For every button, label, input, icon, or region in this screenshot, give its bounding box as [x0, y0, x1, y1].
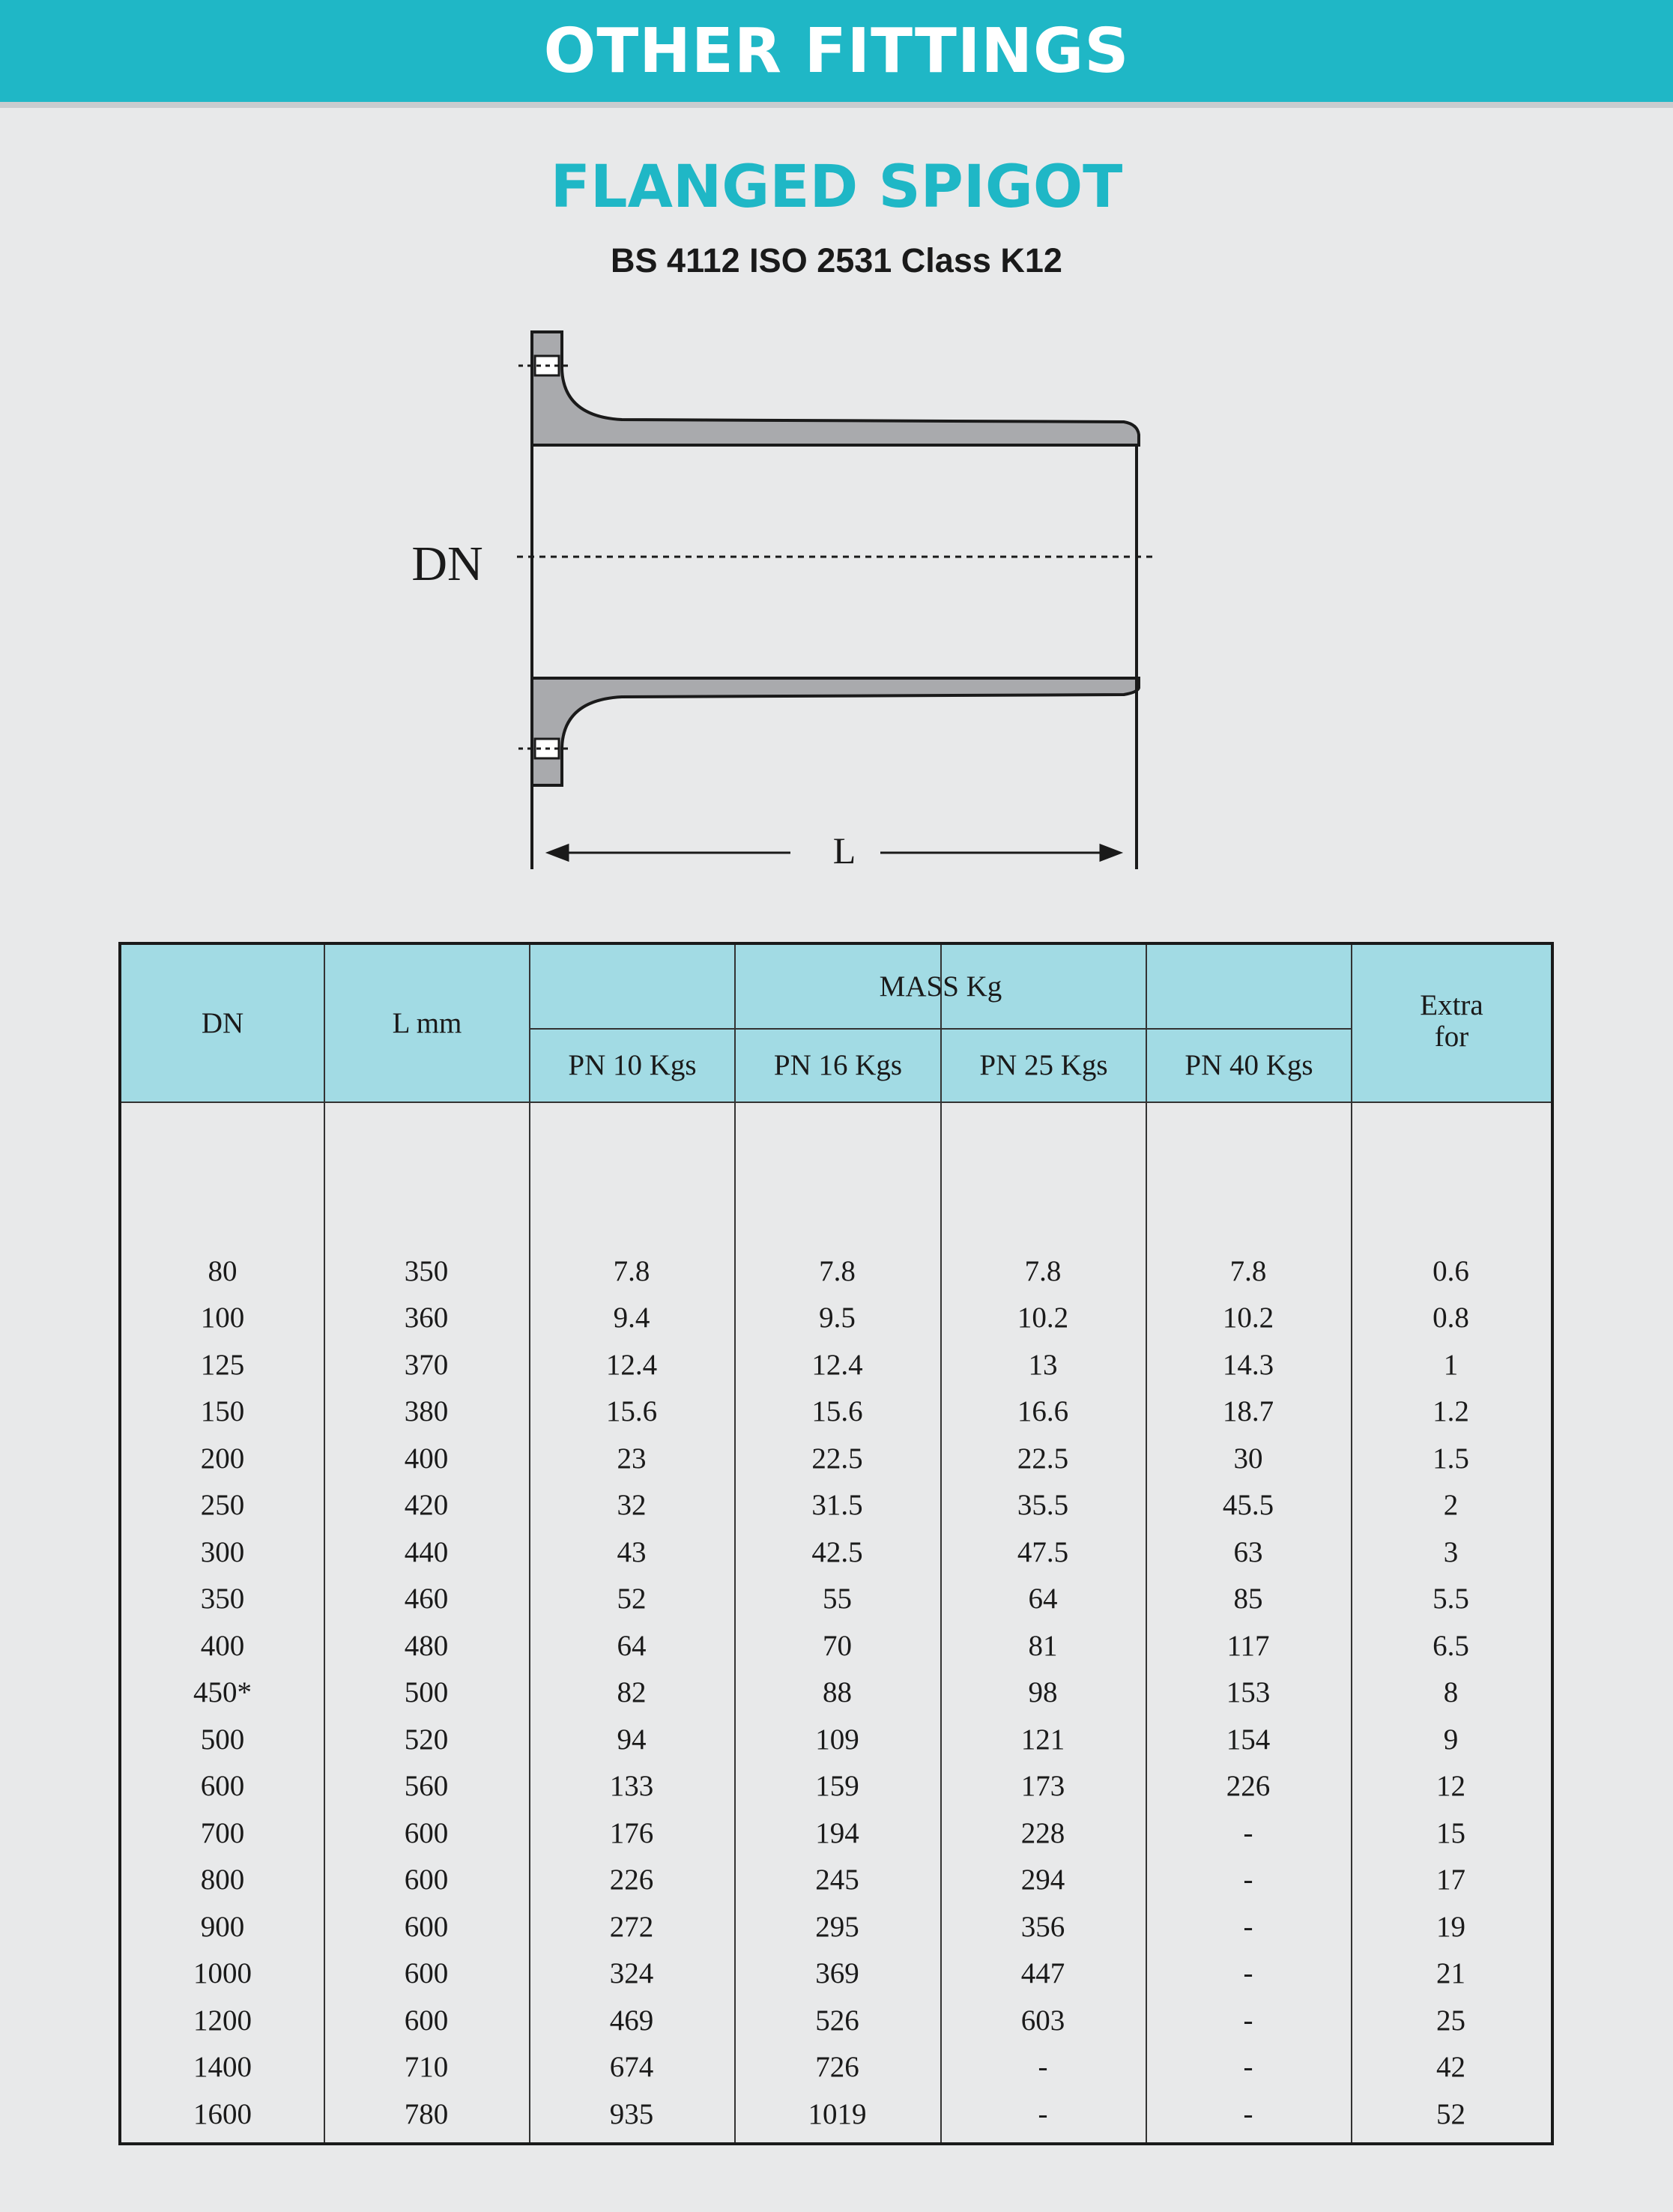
pipe-section: [532, 332, 1139, 785]
cell-extra: 1.5: [1433, 1442, 1469, 1475]
table-row: [121, 1857, 1551, 1904]
mass-table: [118, 942, 1554, 2145]
cell-pn16: 12.4: [811, 1348, 863, 1381]
table-row: [121, 2091, 1551, 2138]
cell-l: 600: [404, 1864, 449, 1897]
cell-pn25: 16.6: [1017, 1395, 1069, 1428]
cell-pn16: 88: [823, 1676, 852, 1709]
cell-pn25: 7.8: [1024, 1254, 1062, 1287]
cell-pn40: 63: [1233, 1535, 1263, 1568]
cell-l: 480: [404, 1629, 449, 1662]
cell-dn: 400: [200, 1629, 245, 1662]
table-row: [121, 1763, 1551, 1810]
cell-pn16: 245: [815, 1864, 859, 1897]
cell-pn25: 47.5: [1017, 1535, 1069, 1568]
cell-pn40: -: [1243, 1864, 1253, 1897]
table-row: [121, 1435, 1551, 1482]
cell-pn16: 109: [815, 1723, 859, 1756]
cell-pn40: -: [1243, 1957, 1253, 1990]
cell-pn10: 674: [609, 2051, 654, 2084]
cell-pn25: 294: [1020, 1864, 1065, 1897]
cell-l: 350: [404, 1254, 449, 1287]
cell-pn16: 22.5: [811, 1442, 863, 1475]
cell-l: 400: [404, 1442, 449, 1475]
cell-l: 500: [404, 1676, 449, 1709]
cell-pn25: 13: [1028, 1348, 1058, 1381]
cell-dn: 350: [200, 1583, 245, 1616]
cell-pn25: 98: [1028, 1676, 1058, 1709]
cell-extra: 42: [1436, 2051, 1465, 2084]
cell-extra: 12: [1436, 1770, 1465, 1803]
cell-pn16: 726: [815, 2051, 859, 2084]
cell-dn: 80: [208, 1254, 238, 1287]
cell-pn10: 272: [609, 1910, 654, 1943]
cell-pn10: 935: [609, 2097, 654, 2130]
cell-pn10: 15.6: [605, 1395, 658, 1428]
cell-dn: 900: [200, 1910, 245, 1943]
cell-pn10: 43: [617, 1535, 647, 1568]
cell-extra: 1.2: [1433, 1395, 1469, 1428]
cell-pn10: 94: [617, 1723, 647, 1756]
cell-extra: 3: [1443, 1535, 1459, 1568]
cell-extra: 17: [1436, 1864, 1465, 1897]
cell-pn25: 10.2: [1017, 1302, 1069, 1335]
cell-pn10: 469: [609, 2004, 654, 2037]
cell-l: 440: [404, 1535, 449, 1568]
col-header-pn16: PN 16 Kgs: [773, 1049, 903, 1081]
table-row: [121, 1295, 1551, 1342]
banner-title: OTHER FITTINGS: [543, 15, 1130, 87]
cell-pn25: 22.5: [1017, 1442, 1069, 1475]
cell-extra: 15: [1436, 1816, 1465, 1849]
cell-pn10: 82: [617, 1676, 647, 1709]
cell-pn16: 42.5: [811, 1535, 863, 1568]
col-header-mass-group: MASS Kg: [879, 970, 1002, 1003]
cell-pn16: 159: [815, 1770, 859, 1803]
cell-pn16: 70: [823, 1629, 852, 1662]
cell-pn10: 133: [609, 1770, 654, 1803]
cell-pn10: 64: [617, 1629, 647, 1662]
table-row: [121, 1482, 1551, 1529]
cell-l: 420: [404, 1489, 449, 1522]
cell-pn25: 121: [1020, 1723, 1065, 1756]
cell-pn10: 12.4: [605, 1348, 658, 1381]
cell-extra: 52: [1436, 2097, 1465, 2130]
cell-l: 600: [404, 1910, 449, 1943]
cell-pn40: -: [1243, 2051, 1253, 2084]
cell-dn: 150: [200, 1395, 245, 1428]
cell-pn40: -: [1243, 1910, 1253, 1943]
col-header-dn: DN: [201, 1006, 244, 1039]
cell-extra: 1: [1443, 1348, 1459, 1381]
cell-dn: 125: [200, 1348, 245, 1381]
cell-dn: 500: [200, 1723, 245, 1756]
dn-label: DN: [411, 537, 483, 591]
cell-pn25: -: [1038, 2051, 1048, 2084]
table-row: [121, 1810, 1551, 1857]
table-row: [121, 1576, 1551, 1623]
length-label: L: [832, 830, 856, 871]
cell-l: 600: [404, 1816, 449, 1849]
cell-pn25: 356: [1020, 1910, 1065, 1943]
cell-dn: 1400: [193, 2051, 252, 2084]
header-divider: [121, 1102, 1551, 1103]
cell-pn40: -: [1243, 1816, 1253, 1849]
cell-pn16: 526: [815, 2004, 859, 2037]
table-row: [121, 1950, 1551, 1998]
cell-pn40: 10.2: [1222, 1302, 1274, 1335]
cell-pn16: 15.6: [811, 1395, 863, 1428]
cell-pn25: 173: [1020, 1770, 1065, 1803]
cell-pn16: 55: [823, 1583, 852, 1616]
cell-pn40: 30: [1233, 1442, 1263, 1475]
cell-extra: 8: [1443, 1676, 1459, 1709]
cell-extra: 25: [1436, 2004, 1465, 2037]
table-row: [121, 2044, 1551, 2091]
cell-pn10: 32: [617, 1489, 647, 1522]
cell-l: 710: [404, 2051, 449, 2084]
cell-pn16: 31.5: [811, 1489, 863, 1522]
cell-extra: 5.5: [1433, 1583, 1469, 1616]
cell-l: 360: [404, 1302, 449, 1335]
cell-dn: 200: [200, 1442, 245, 1475]
table-row: [121, 1341, 1551, 1388]
cell-l: 600: [404, 2004, 449, 2037]
cell-pn16: 1019: [808, 2097, 867, 2130]
table-row: [121, 1997, 1551, 2044]
cell-pn40: 45.5: [1222, 1489, 1274, 1522]
cell-pn10: 9.4: [613, 1302, 650, 1335]
table-row: [121, 1529, 1551, 1576]
table-row: [121, 1669, 1551, 1717]
cell-dn: 1000: [193, 1957, 252, 1990]
col-header-extra-line1: Extra: [1420, 989, 1483, 1021]
cell-dn: 800: [200, 1864, 245, 1897]
cell-l: 600: [404, 1957, 449, 1990]
product-title: FLANGED SPIGOT: [550, 154, 1123, 221]
cell-dn: 250: [200, 1489, 245, 1522]
cell-pn40: -: [1243, 2004, 1253, 2037]
cell-pn25: 603: [1020, 2004, 1065, 2037]
col-header-pn10: PN 10 Kgs: [568, 1049, 697, 1081]
cell-pn10: 23: [617, 1442, 647, 1475]
cell-pn40: 153: [1226, 1676, 1271, 1709]
cell-extra: 2: [1443, 1489, 1459, 1522]
cell-pn16: 369: [815, 1957, 859, 1990]
cell-pn40: 117: [1226, 1629, 1270, 1662]
col-header-extra-line2: for: [1434, 1021, 1469, 1053]
cell-pn40: -: [1243, 2097, 1253, 2130]
cell-pn16: 194: [815, 1816, 859, 1849]
col-header-l: L mm: [392, 1006, 462, 1039]
cell-dn: 700: [200, 1816, 245, 1849]
cell-pn10: 7.8: [613, 1254, 650, 1287]
cell-pn40: 18.7: [1222, 1395, 1274, 1428]
cell-l: 460: [404, 1583, 449, 1616]
table-row: [121, 1903, 1551, 1950]
col-header-pn25: PN 25 Kgs: [979, 1049, 1108, 1081]
flanged-spigot-drawing: [0, 0, 1673, 899]
cell-pn16: 7.8: [819, 1254, 856, 1287]
cell-extra: 0.6: [1433, 1254, 1469, 1287]
cell-dn: 1200: [193, 2004, 252, 2037]
cell-pn10: 52: [617, 1583, 647, 1616]
cell-pn40: 7.8: [1229, 1254, 1267, 1287]
table-row: [121, 1716, 1551, 1763]
table-body: [121, 1248, 1551, 2138]
product-standard: BS 4112 ISO 2531 Class K12: [611, 241, 1062, 279]
cell-pn40: 14.3: [1222, 1348, 1274, 1381]
cell-pn10: 176: [609, 1816, 654, 1849]
cell-pn40: 154: [1226, 1723, 1271, 1756]
cell-l: 780: [404, 2097, 449, 2130]
cell-extra: 0.8: [1433, 1302, 1469, 1335]
cell-pn25: 64: [1028, 1583, 1058, 1616]
cell-l: 520: [404, 1723, 449, 1756]
cell-l: 560: [404, 1770, 449, 1803]
cell-l: 380: [404, 1395, 449, 1428]
cell-pn10: 226: [609, 1864, 654, 1897]
cell-dn: 300: [200, 1535, 245, 1568]
table-row: [121, 1248, 1551, 1295]
table-row: [121, 1622, 1551, 1669]
cell-extra: 9: [1443, 1723, 1459, 1756]
col-header-pn40: PN 40 Kgs: [1185, 1049, 1313, 1081]
cell-pn25: 81: [1028, 1629, 1058, 1662]
cell-dn: 450*: [193, 1676, 252, 1709]
cell-pn16: 9.5: [819, 1302, 856, 1335]
cell-pn16: 295: [815, 1910, 859, 1943]
cell-pn40: 85: [1233, 1583, 1263, 1616]
cell-extra: 19: [1436, 1910, 1465, 1943]
cell-pn10: 324: [609, 1957, 654, 1990]
cell-pn25: 35.5: [1017, 1489, 1069, 1522]
cell-dn: 600: [200, 1770, 245, 1803]
cell-pn40: 226: [1226, 1770, 1271, 1803]
cell-extra: 21: [1436, 1957, 1465, 1990]
cell-pn25: -: [1038, 2097, 1048, 2130]
cell-dn: 100: [200, 1302, 245, 1335]
cell-pn25: 447: [1020, 1957, 1065, 1990]
cell-l: 370: [404, 1348, 449, 1381]
cell-dn: 1600: [193, 2097, 252, 2130]
cell-extra: 6.5: [1433, 1629, 1469, 1662]
cell-pn25: 228: [1020, 1816, 1065, 1849]
table-row: [121, 1388, 1551, 1436]
